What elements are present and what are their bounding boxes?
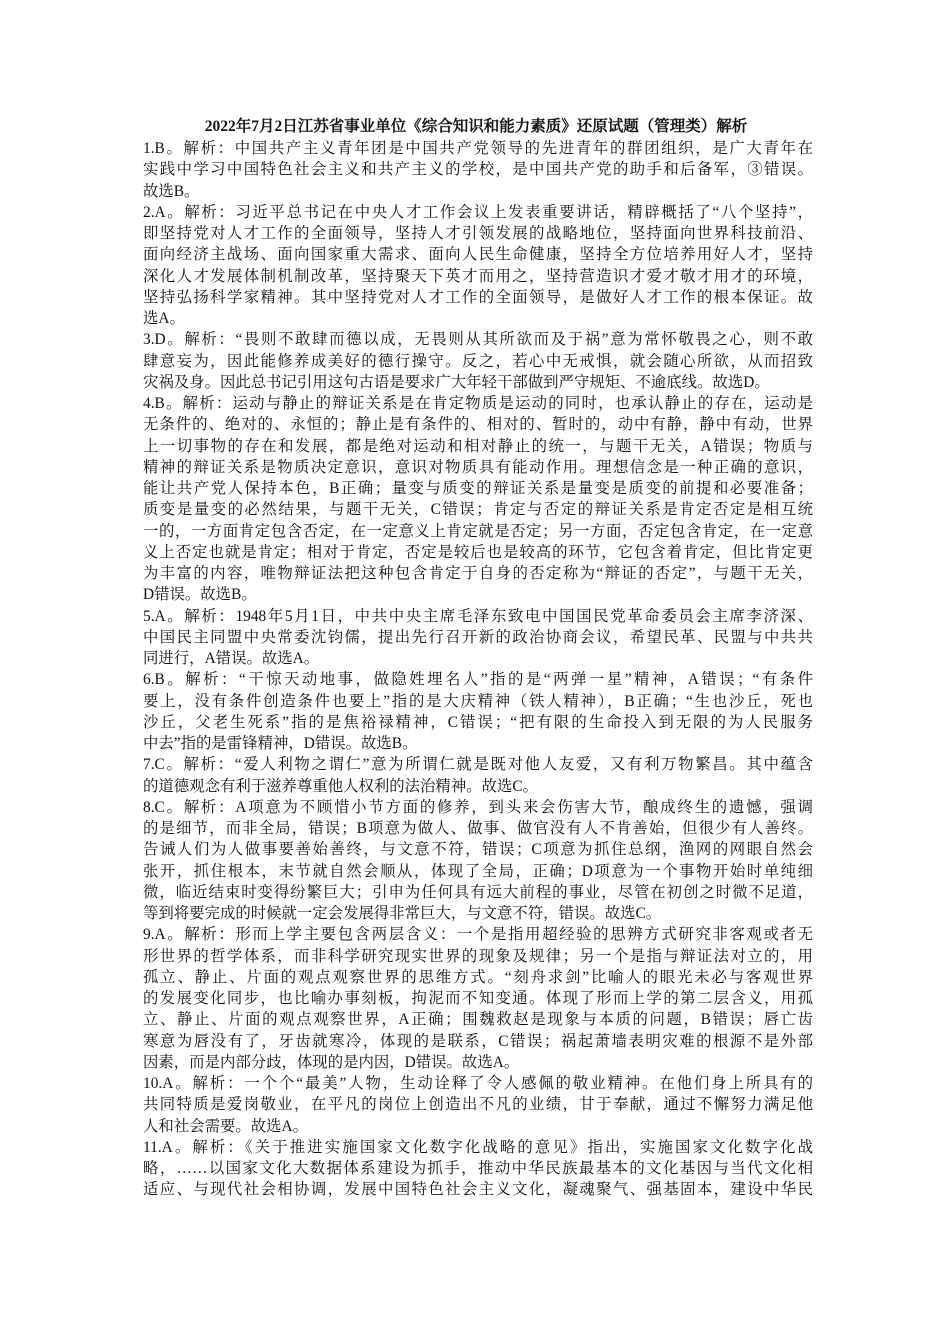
answer-line: 的发展变化同步，也比喻办事刻板，拘泥而不知变通。体现了形而上学的第二层含义，用孤 [143, 990, 813, 1007]
answer-line: 2.A。解析：习近平总书记在中央人才工作会议上发表重要讲话，精辟概括了“八个坚持”， [143, 203, 813, 221]
answer-line: 中国民主同盟中央常委沈钧儒，提出先行召开新的政治协商会议，希望民革、民盟与中共共 [143, 628, 813, 646]
answer-line: 一的，一方面肯定包含否定，在一定意义上肯定就是否定；另一方面，否定包含肯定，在一定意 [143, 522, 813, 540]
answer-line: 的是细节，而非全局，错误；B项意为做人、做事、做官没有人不肯善始，但很少有人善终。 [143, 820, 813, 837]
answer-line: 同进行，A错误。故选A。 [143, 650, 320, 667]
answer-line: 上一切事物的存在和发展，都是绝对运动和相对静止的统一，与题干无关，A错误；物质与 [143, 437, 813, 455]
answer-line: 因素，而是内部分歧，体现的是内因，D错误。故选A。 [143, 1053, 520, 1071]
answer-item [143, 202, 813, 330]
answer-line: 寒意为唇没有了，牙齿就寒冷，体现的是联系，C错误；祸起萧墙表明灾难的根源不是外部 [143, 1032, 813, 1050]
answer-line: 质变是量变的必然结果，与题干无关，C错误；肯定与否定的辩证关系是肯定否定是相互统 [143, 501, 813, 519]
answer-line: 10.A。解析：一个个“最美”人物，生动诠释了令人感佩的敬业精神。在他们身上所具有的 [143, 1075, 813, 1092]
answer-line: 面向经济主战场、面向国家重大需求、面向人民生命健康，坚持全方位培养用好人才，坚持 [143, 246, 813, 264]
answer-line: 无条件的、绝对的、永恒的；静止是有条件的、相对的、暂时的，动中有静，静中有动，世界 [143, 416, 813, 434]
answer-line: 11.A。解析：《关于推进实施国家文化数字化战略的意见》指出，实施国家文化数字化战 [143, 1138, 813, 1156]
answer-line: 1.B。解析：中国共产主义青年团是中国共产党领导的先进青年的群团组织，是广大青年在 [143, 140, 813, 157]
answer-line: 3.D。解析：“畏则不敢肆而德以成，无畏则从其所欲而及于祸”意为常怀敬畏之心，则不敢 [143, 331, 813, 349]
answer-item [143, 329, 813, 393]
answer-item [143, 669, 813, 754]
answer-item [143, 754, 813, 797]
answer-line: 故选B。 [143, 182, 200, 200]
answer-line: 张开，抓住根本，末节就自然会顺从，体现了全局，正确；D项意为一个事物开始时单纯细 [143, 862, 813, 880]
answer-item [143, 1073, 813, 1137]
answer-line: 9.A。解析：形而上学主要包含两层含义：一个是指用超经验的思辨方式研究非客观或者无 [143, 926, 813, 944]
answer-item [143, 924, 813, 1073]
answer-line: 孤立、静止、片面的观点观察世界的思维方式。“刻舟求剑”比喻人的眼光未必与客观世界 [143, 968, 813, 986]
answer-item [143, 1137, 813, 1201]
answer-line: 共同特质是爱岗敬业，在平凡的岗位上创造出不凡的业绩，甘于奉献，通过不懈努力满足他 [143, 1096, 813, 1114]
answer-line: 人和社会需要。故选A。 [143, 1117, 309, 1135]
answer-line: 深化人才发展体制机制改革，坚持聚天下英才而用之，坚持营造识才爱才敬才用才的环境， [143, 267, 813, 285]
answer-line: 告诫人们为人做事要善始善终，与文意不符，错误；C项意为抓住总纲，渔网的网眼自然会 [143, 841, 813, 859]
answer-line: 7.C。解析：“爱人利物之谓仁”意为所谓仁就是既对他人友爱，又有利万物繁昌。其中蕴含 [143, 756, 813, 774]
answer-line: 等到将要完成的时候就一定会发展得非常巨大，与文意不符，错误。故选C。 [143, 905, 662, 922]
answer-line: 微，临近结束时变得纷繁巨大；引申为任何具有远大前程的事业，尽管在初创之时微不足道， [143, 883, 813, 901]
answer-line: 精神的辩证关系是物质决定意识，意识对物质具有能动作用。理想信念是一种正确的意识， [143, 458, 813, 476]
answer-item [143, 797, 813, 925]
answer-line: 实践中学习中国特色社会主义和共产主义的学校，是中国共产党的助手和后备军，③错误。 [143, 161, 813, 179]
answer-line: 肆意妄为，因此能修养成美好的德行操守。反之，若心中无戒惧，就会随心所欲，从而招致 [143, 352, 813, 370]
answer-line: 义上否定也就是肯定；相对于肯定，否定是较后也是较高的环节，它包含着肯定，但比肯定更 [143, 543, 813, 561]
answer-line: D错误。故选B。 [143, 586, 257, 604]
answer-line: 能让共产党人保持本色，B正确；量变与质变的辩证关系是量变是质变的前提和必要准备； [143, 480, 813, 497]
answer-line: 中去”指的是雷锋精神，D错误。故选B。 [143, 735, 418, 752]
answer-line: 选A。 [143, 310, 185, 327]
answer-line: 坚持弘扬科学家精神。其中坚持党对人才工作的全面领导，是做好人才工作的根本保证。故 [143, 288, 813, 306]
answer-list [143, 138, 813, 1201]
answer-line: 要上，没有条件创造条件也要上”指的是大庆精神（铁人精神），B正确；“生也沙丘，死也 [143, 692, 813, 710]
answer-line: 8.C。解析：A项意为不顾惜小节方面的修养，到头来会伤害大节，酿成终生的遗憾，强调 [143, 798, 813, 816]
answer-line: 沙丘，父老生死系”指的是焦裕禄精神，C错误；“把有限的生命投入到无限的为人民服务 [143, 713, 813, 731]
answer-line: 适应、与现代社会相协调，发展中国特色社会主义文化，凝魂聚气、强基固本，建设中华民 [143, 1181, 813, 1199]
document-title: 2022年7月2日江苏省事业单位《综合知识和能力素质》还原试题（管理类）解析 [204, 118, 748, 135]
answer-line: 灾祸及身。因此总书记引用这句古语是要求广大年轻干部做到严守规矩、不逾底线。故选D。 [143, 373, 770, 391]
answer-line: 为丰富的内容，唯物辩证法把这种包含肯定于自身的否定称为“辩证的否定”，与题干无关， [143, 565, 813, 582]
answer-line: 立、静止、片面的观点观察世界，A正确；围魏救赵是现象与本质的问题，B错误；唇亡齿 [143, 1011, 813, 1029]
answer-item [143, 393, 813, 606]
answer-line: 6.B。解析：“干惊天动地事，做隐姓埋名人”指的是“两弹一星”精神，A错误；“有条件 [143, 671, 813, 689]
answer-line: 4.B。解析：运动与静止的辩证关系是在肯定物质是运动的同时，也承认静止的存在，运动是 [143, 395, 813, 412]
answer-line: 形世界的哲学体系，而非科学研究现实世界的现象及规律；另一个是指与辩证法对立的，用 [143, 947, 813, 965]
answer-line: 即坚持党对人才工作的全面领导，坚持人才引领发展的战略地位，坚持面向世界科技前沿、 [143, 225, 813, 242]
answer-line: 的道德观念有利于滋养尊重他人权利的法治精神。故选C。 [143, 777, 539, 795]
answer-line: 略，……以国家文化大数据体系建设为抓手，推动中华民族最基本的文化基因与当代文化相 [143, 1160, 813, 1177]
answer-item [143, 138, 813, 202]
document-page [143, 116, 813, 1201]
answer-line: 5.A。解析：1948年5月1日，中共中央主席毛泽东致电中国国民党革命委员会主席李济深、 [143, 607, 813, 625]
answer-item [143, 606, 813, 670]
